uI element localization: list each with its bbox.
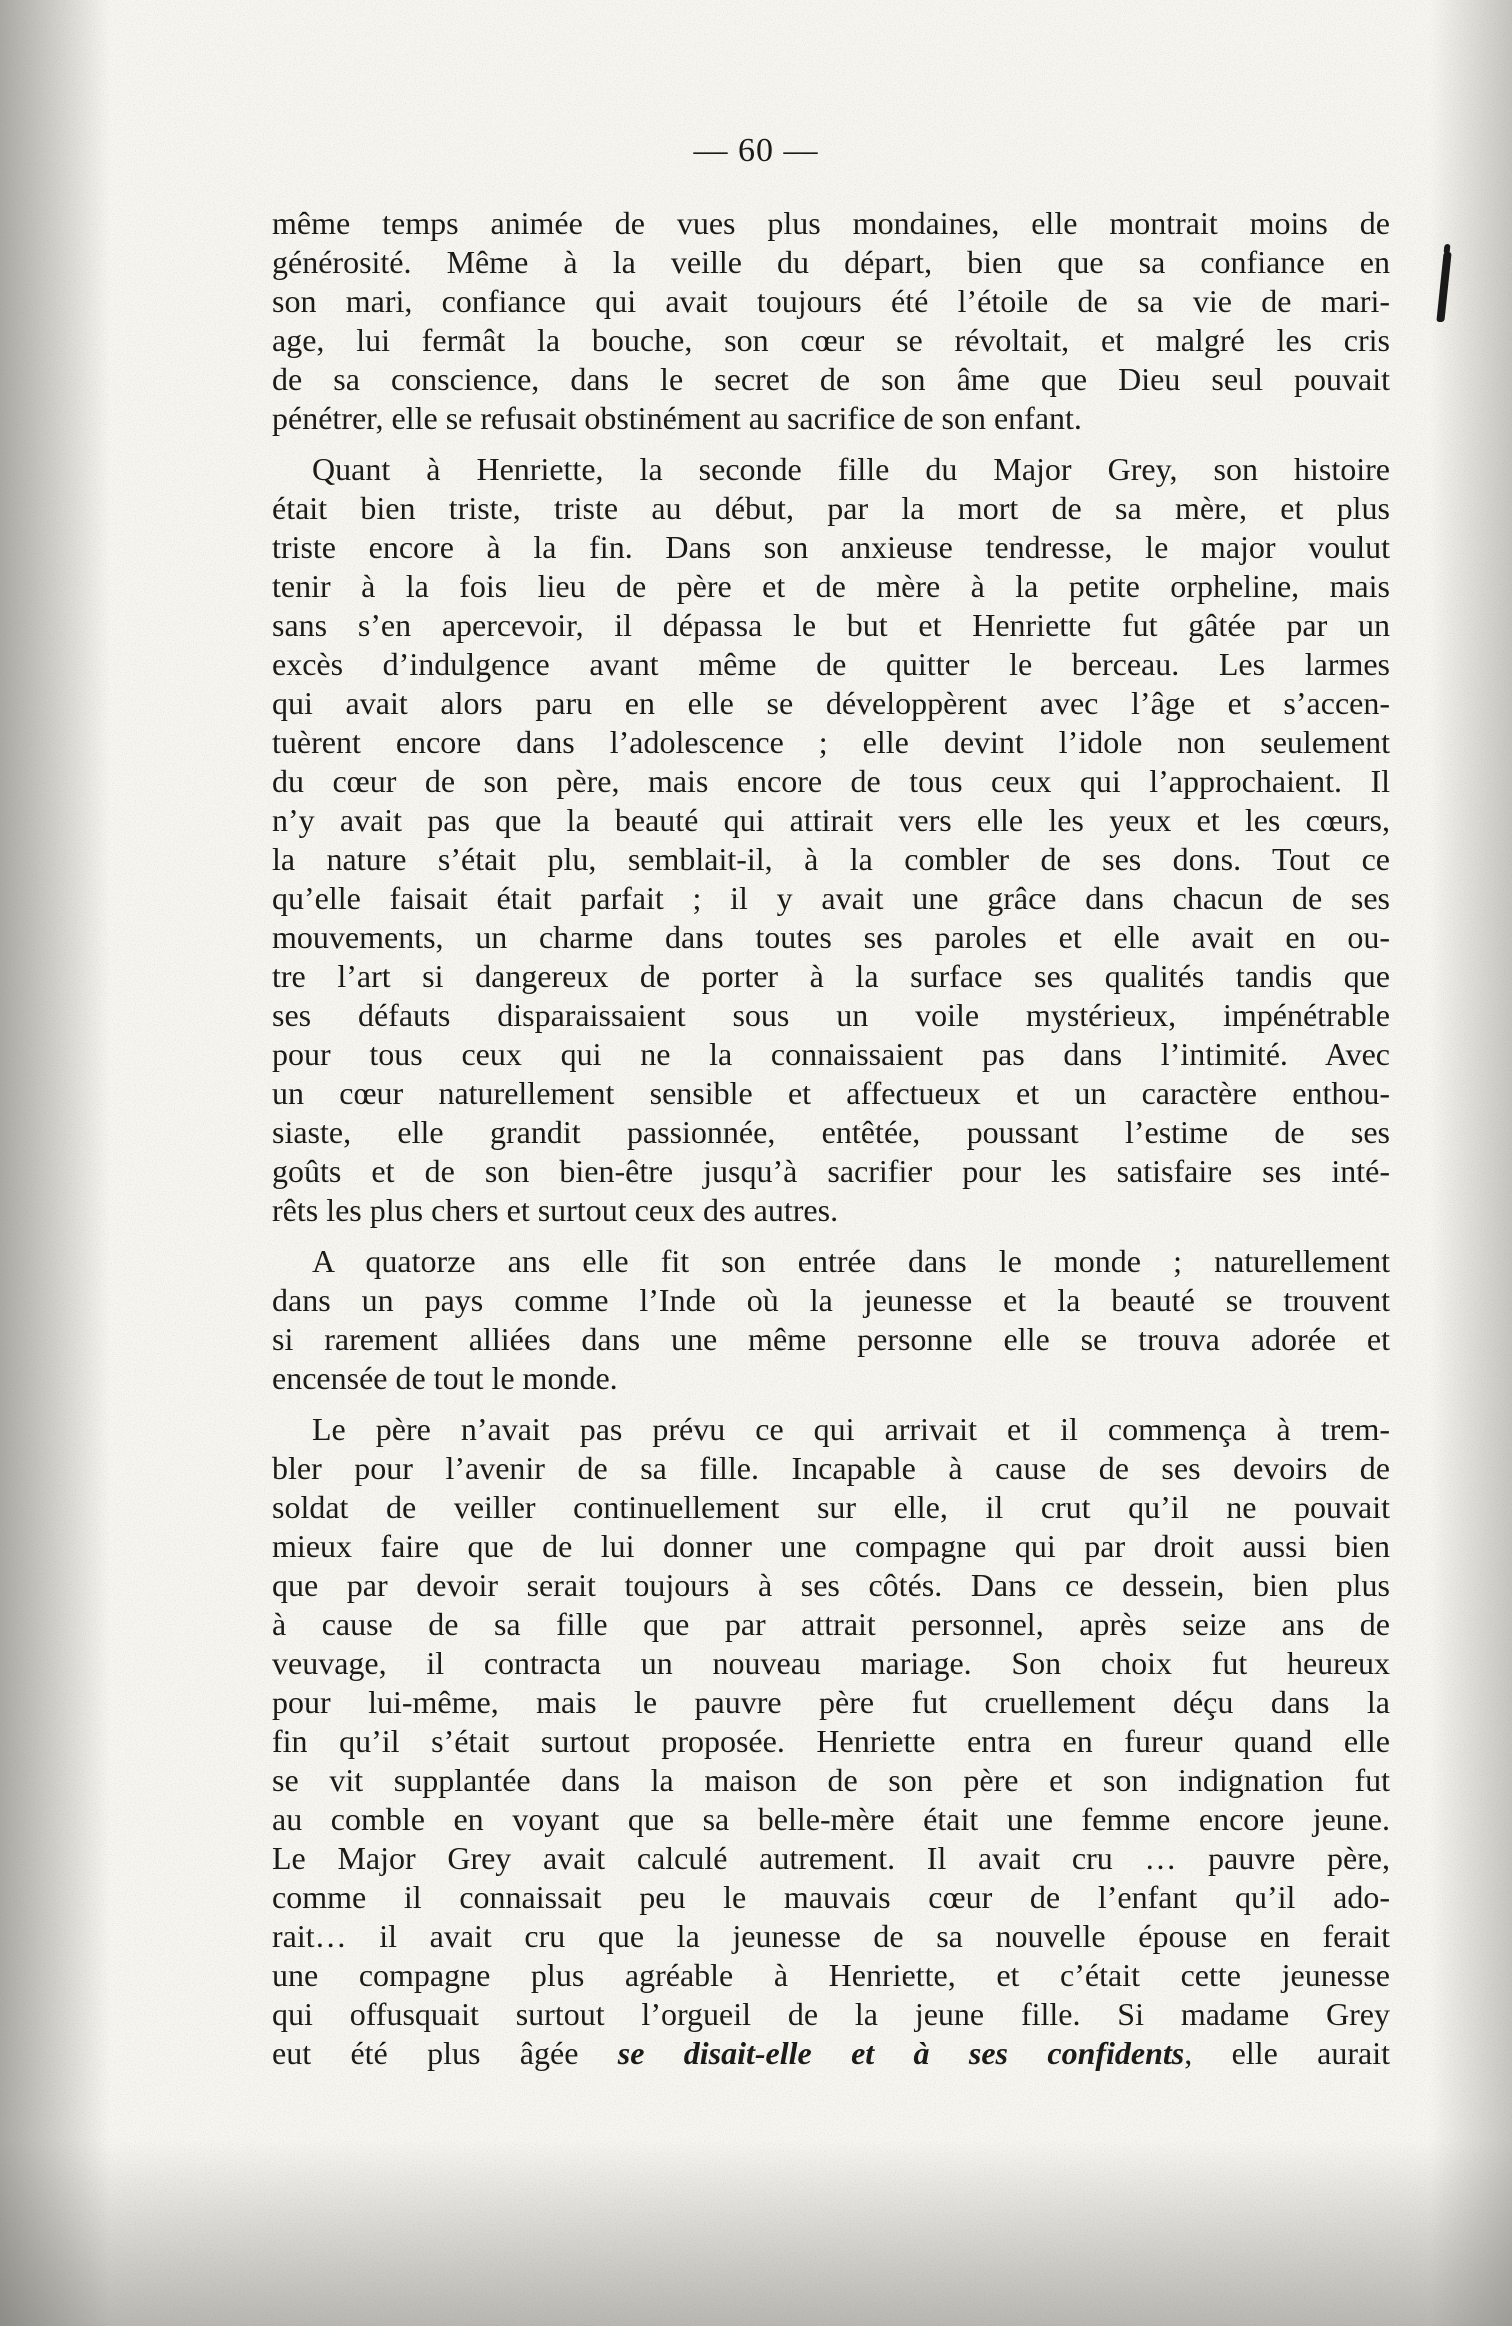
- text-line: [272, 2034, 1390, 2073]
- text-line: générosité. Même à la veille du départ, bien que sa confiance en: [272, 244, 1390, 280]
- text-line: fin qu’il s’était surtout proposée. Henriette entra en fureur quand elle: [272, 1723, 1390, 1759]
- italic-phrase: se disait-elle et à ses confidents: [617, 2035, 1185, 2071]
- text-line: mieux faire que de lui donner une compagne qui par droit aussi bien: [272, 1528, 1390, 1564]
- text-line: que par devoir serait toujours à ses côtés. Dans ce dessein, bien plus: [272, 1567, 1390, 1603]
- text-line: une compagne plus agréable à Henriette, et c’était cette jeunesse: [272, 1957, 1390, 1993]
- text-line: comme il connaissait peu le mauvais cœur de l’enfant qu’il ado-: [272, 1879, 1390, 1915]
- text-line: était bien triste, triste au début, par la mort de sa mère, et plus: [272, 490, 1390, 526]
- text-line: Quant à Henriette, la seconde fille du Major Grey, son histoire: [312, 451, 1390, 487]
- text-line: encensée de tout le monde.: [272, 1360, 618, 1396]
- text-fragment: , elle aurait: [1184, 2035, 1391, 2071]
- text-line: du cœur de son père, mais encore de tous ceux qui l’approchaient. Il: [272, 763, 1390, 799]
- text-line: ses défauts disparaissaient sous un voile mystérieux, impénétrable: [272, 997, 1390, 1033]
- text-line: son mari, confiance qui avait toujours été l’étoile de sa vie de mari-: [272, 283, 1390, 319]
- text-line: A quatorze ans elle fit son entrée dans le monde ; naturellement: [312, 1243, 1390, 1279]
- text-line: n’y avait pas que la beauté qui attirait vers elle les yeux et les cœurs,: [272, 802, 1390, 838]
- page-number: — 60 —: [693, 132, 819, 169]
- text-line: sans s’en apercevoir, il dépassa le but et Henriette fut gâtée par un: [272, 607, 1390, 643]
- body-text: [272, 204, 1390, 2085]
- text-line: dans un pays comme l’Inde où la jeunesse et la beauté se trouvent: [272, 1282, 1390, 1318]
- text-line: pénétrer, elle se refusait obstinément au sacrifice de son enfant.: [272, 400, 1082, 436]
- paragraph: [272, 450, 1390, 1230]
- text-line: un cœur naturellement sensible et affectueux et un caractère enthou-: [272, 1075, 1390, 1111]
- text-line: se vit supplantée dans la maison de son père et son indignation fut: [272, 1762, 1390, 1798]
- text-line: triste encore à la fin. Dans son anxieuse tendresse, le major voulut: [272, 529, 1390, 565]
- text-line: la nature s’était plu, semblait-il, à la combler de ses dons. Tout ce: [272, 841, 1390, 877]
- text-line: à cause de sa fille que par attrait personnel, après seize ans de: [272, 1606, 1390, 1642]
- text-line: pour tous ceux qui ne la connaissaient pas dans l’intimité. Avec: [272, 1036, 1390, 1072]
- text-line: mouvements, un charme dans toutes ses paroles et elle avait en ou-: [272, 919, 1390, 955]
- paragraph: [272, 1242, 1390, 1398]
- text-line: même temps animée de vues plus mondaines, elle montrait moins de: [272, 205, 1390, 241]
- text-line: veuvage, il contracta un nouveau mariage. Son choix fut heureux: [272, 1645, 1390, 1681]
- text-line: au comble en voyant que sa belle-mère était une femme encore jeune.: [272, 1801, 1390, 1837]
- text-line: tre l’art si dangereux de porter à la surface ses qualités tandis que: [272, 958, 1390, 994]
- text-line: excès d’indulgence avant même de quitter le berceau. Les larmes: [272, 646, 1390, 682]
- text-line: Le Major Grey avait calculé autrement. Il avait cru … pauvre père,: [272, 1840, 1390, 1876]
- text-line: tenir à la fois lieu de père et de mère à la petite orpheline, mais: [272, 568, 1390, 604]
- text-line: goûts et de son bien-être jusqu’à sacrifier pour les satisfaire ses inté-: [272, 1153, 1390, 1189]
- text-line: qui avait alors paru en elle se développèrent avec l’âge et s’accen-: [272, 685, 1390, 721]
- paragraph: [272, 204, 1390, 438]
- text-line: rêts les plus chers et surtout ceux des autres.: [272, 1192, 839, 1228]
- text-line: rait… il avait cru que la jeunesse de sa nouvelle épouse en ferait: [272, 1918, 1390, 1954]
- margin-ink-mark: [1436, 252, 1451, 322]
- text-line: pour lui-même, mais le pauvre père fut cruellement déçu dans la: [272, 1684, 1390, 1720]
- text-fragment: eut été plus âgée: [272, 2035, 618, 2071]
- text-line: bler pour l’avenir de sa fille. Incapable à cause de ses devoirs de: [272, 1450, 1390, 1486]
- text-line: age, lui fermât la bouche, son cœur se révoltait, et malgré les cris: [272, 322, 1390, 358]
- text-line: de sa conscience, dans le secret de son âme que Dieu seul pouvait: [272, 361, 1390, 397]
- text-line: soldat de veiller continuellement sur elle, il crut qu’il ne pouvait: [272, 1489, 1390, 1525]
- text-line: qu’elle faisait était parfait ; il y avait une grâce dans chacun de ses: [272, 880, 1390, 916]
- paragraph: [272, 1410, 1390, 2073]
- text-line: qui offusquait surtout l’orgueil de la jeune fille. Si madame Grey: [272, 1996, 1390, 2032]
- text-line: tuèrent encore dans l’adolescence ; elle devint l’idole non seulement: [272, 724, 1390, 760]
- text-line: siaste, elle grandit passionnée, entêtée, poussant l’estime de ses: [272, 1114, 1390, 1150]
- text-line: Le père n’avait pas prévu ce qui arrivait et il commença à trem-: [312, 1411, 1390, 1447]
- text-line: si rarement alliées dans une même personne elle se trouva adorée et: [272, 1321, 1390, 1357]
